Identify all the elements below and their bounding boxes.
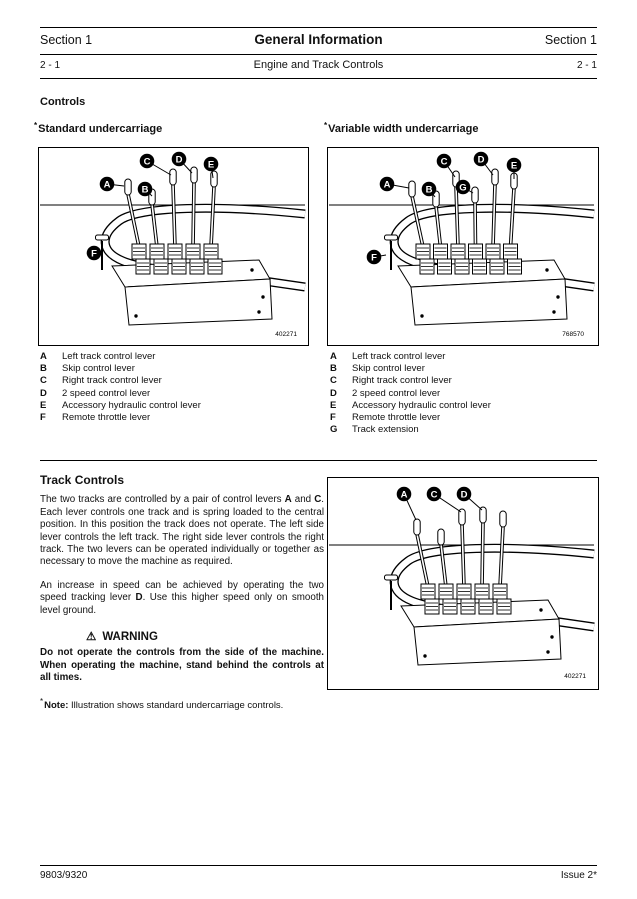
legend-item: G Track extension [330, 424, 419, 436]
header-mid-rule [40, 54, 597, 55]
variable-title-asterisk: * [324, 121, 328, 130]
svg-text:C: C [440, 156, 448, 168]
header-section-left: Section 1 [40, 33, 93, 47]
legend-variable [330, 351, 491, 436]
header-bottom-rule [40, 78, 597, 79]
track-controls-paragraph-1: The two tracks are controlled by a pair of control levers A and C. Each lever controls one track and is spring loaded to the central position. In this position the track does not operate. The left side lever controls the left track. The right side lever controls the right track. The two levers can be operated individually or together as necessary to move the machine as required. [40, 494, 324, 568]
subheader-row [40, 59, 597, 71]
callout-d [474, 152, 493, 175]
callout-a [380, 177, 409, 192]
legend-item: C Right track control lever [40, 375, 162, 387]
svg-text:F: F [91, 248, 97, 260]
legend-item: F Remote throttle lever [40, 412, 151, 424]
variable-title: *Variable width undercarriage [324, 121, 479, 135]
legend-item: B Skip control lever [40, 363, 135, 375]
page-title: General Information [254, 32, 383, 47]
callout-c [427, 487, 461, 512]
header-top-rule [40, 27, 597, 28]
warning-text: Do not operate the controls from the side of the machine. When operating the machine, stand behind the controls at all times. [40, 647, 324, 684]
figure-number: 768570 [562, 331, 584, 338]
legend-item: C Right track control lever [330, 375, 452, 387]
warning-header [86, 631, 324, 643]
warning-icon: ⚠ [86, 631, 97, 644]
callout-c [437, 154, 455, 177]
page-number-left: 2 - 1 [40, 60, 61, 71]
standard-title-asterisk: * [34, 121, 38, 130]
svg-text:G: G [459, 182, 467, 194]
legend-item: E Accessory hydraulic control lever [40, 399, 201, 411]
figure-standard-diagram [39, 148, 306, 343]
figure-standard [38, 147, 309, 346]
note-asterisk: * [40, 696, 44, 706]
figure-variable [327, 147, 599, 346]
legend-item: B Skip control lever [330, 363, 425, 375]
controls-heading: Controls [40, 96, 86, 108]
svg-text:E: E [207, 159, 215, 171]
figure-track-controls [327, 477, 599, 690]
header-row [40, 32, 597, 47]
track-controls-heading: Track Controls [40, 473, 125, 487]
page-number-right: 2 - 1 [576, 60, 597, 71]
callout-b [138, 182, 153, 197]
svg-text:D: D [175, 154, 183, 166]
header-section-right: Section 1 [544, 33, 597, 47]
callout-a [100, 177, 124, 192]
svg-text:B: B [425, 184, 433, 196]
svg-text:A: A [103, 179, 111, 191]
callout-e [507, 158, 522, 179]
figure-number: 402271 [275, 331, 297, 338]
note: *Note: Illustration shows standard undercarriage controls. [40, 696, 284, 711]
callout-d [457, 487, 482, 510]
warning-title: WARNING [102, 631, 158, 644]
legend-item: A Left track control lever [330, 351, 446, 362]
figure-track-controls-diagram [328, 478, 596, 687]
callout-g [456, 180, 473, 195]
svg-text:D: D [460, 489, 468, 501]
footer-rule [40, 865, 597, 866]
track-controls-section [40, 474, 324, 723]
svg-text:C: C [143, 156, 151, 168]
doc-number: 9803/9320 [40, 870, 88, 881]
legend-item: A Left track control lever [40, 351, 156, 362]
svg-text:A: A [400, 489, 408, 501]
legend-item: D 2 speed control lever [330, 387, 441, 399]
legend-item: D 2 speed control lever [40, 387, 151, 399]
issue-number: Issue 2* [560, 870, 597, 881]
track-controls-paragraph-2: An increase in speed can be achieved by operating the two speed tracking lever D. Use this higher speed only on smooth level ground. [40, 579, 324, 616]
footer-row [40, 870, 597, 881]
legend-standard [40, 351, 201, 424]
section-divider [40, 460, 597, 461]
standard-title: *Standard undercarriage [34, 121, 163, 135]
figure-number: 402271 [564, 673, 586, 680]
callout-f [87, 246, 102, 261]
svg-text:D: D [477, 154, 485, 166]
legend-item: E Accessory hydraulic control lever [330, 399, 491, 411]
legend-item: F Remote throttle lever [330, 412, 441, 424]
callout-c [140, 154, 171, 175]
svg-text:F: F [371, 252, 377, 264]
callout-a [397, 487, 416, 520]
svg-text:B: B [141, 184, 149, 196]
figure-variable-diagram [328, 148, 596, 343]
svg-text:C: C [430, 489, 438, 501]
svg-text:A: A [383, 179, 391, 191]
svg-text:E: E [510, 160, 518, 172]
page-subtitle: Engine and Track Controls [253, 59, 384, 71]
callout-f [367, 250, 386, 265]
